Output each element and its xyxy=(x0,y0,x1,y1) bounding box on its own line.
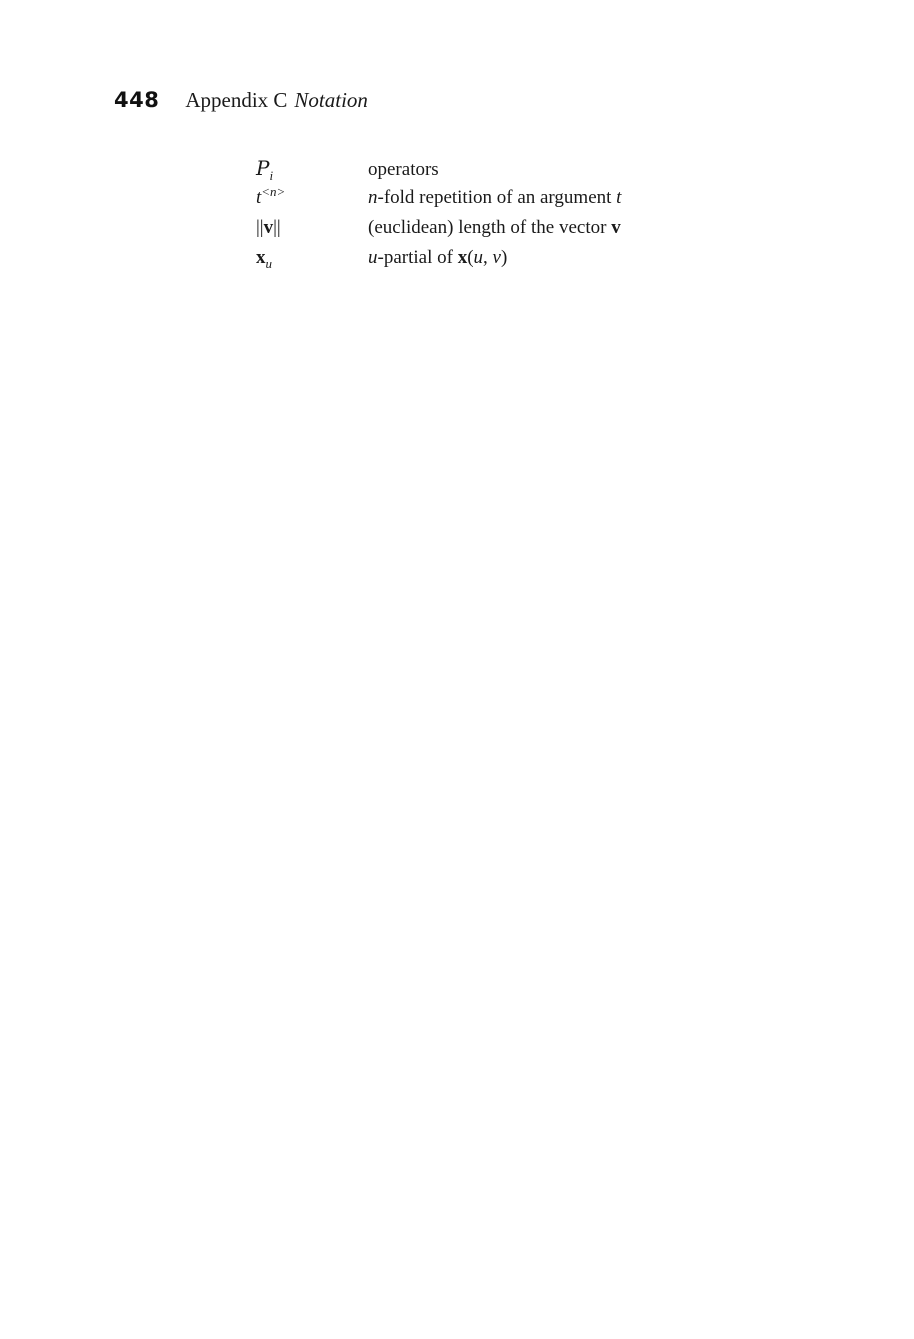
meaning-variable: u xyxy=(368,247,378,268)
symbol-base: P xyxy=(256,156,270,180)
norm-open: || xyxy=(256,217,264,238)
meaning-argument: u xyxy=(473,247,484,268)
symbol-vector: v xyxy=(263,217,274,238)
meaning-text: (euclidean) length of the vector xyxy=(368,217,612,238)
notation-meaning xyxy=(368,213,621,243)
meaning-paren-close: ) xyxy=(500,247,508,268)
norm-close: || xyxy=(273,217,281,238)
appendix-label: Appendix C xyxy=(185,88,288,112)
notation-symbol xyxy=(256,243,368,273)
notation-row xyxy=(256,153,621,183)
symbol-base: t xyxy=(256,187,262,208)
meaning-text: -fold repetition of an argument xyxy=(377,187,617,208)
meaning-function: x xyxy=(457,247,468,268)
notation-symbol xyxy=(256,213,368,243)
page-number: 448 xyxy=(114,88,160,112)
notation-row xyxy=(256,183,621,213)
notation-table xyxy=(256,153,621,273)
notation-meaning xyxy=(368,243,507,273)
meaning-argument: v xyxy=(492,247,501,268)
meaning-text: operators xyxy=(368,159,439,180)
meaning-paren-open: ( xyxy=(467,247,474,268)
notation-row xyxy=(256,213,621,243)
meaning-vector: v xyxy=(611,217,621,238)
notation-symbol xyxy=(256,153,368,185)
meaning-text: -partial of xyxy=(377,247,458,268)
notation-row xyxy=(256,243,621,273)
meaning-variable: n xyxy=(368,187,378,208)
symbol-subscript: i xyxy=(269,168,274,183)
notation-symbol xyxy=(256,183,368,213)
running-head xyxy=(114,88,368,113)
symbol-superscript: <n> xyxy=(261,184,286,199)
notation-meaning xyxy=(368,155,439,185)
notation-meaning xyxy=(368,183,621,213)
symbol-subscript: u xyxy=(265,256,272,271)
meaning-variable: t xyxy=(616,187,622,208)
symbol-base: x xyxy=(256,247,266,268)
meaning-comma: , xyxy=(483,247,493,268)
appendix-topic: Notation xyxy=(294,88,368,112)
